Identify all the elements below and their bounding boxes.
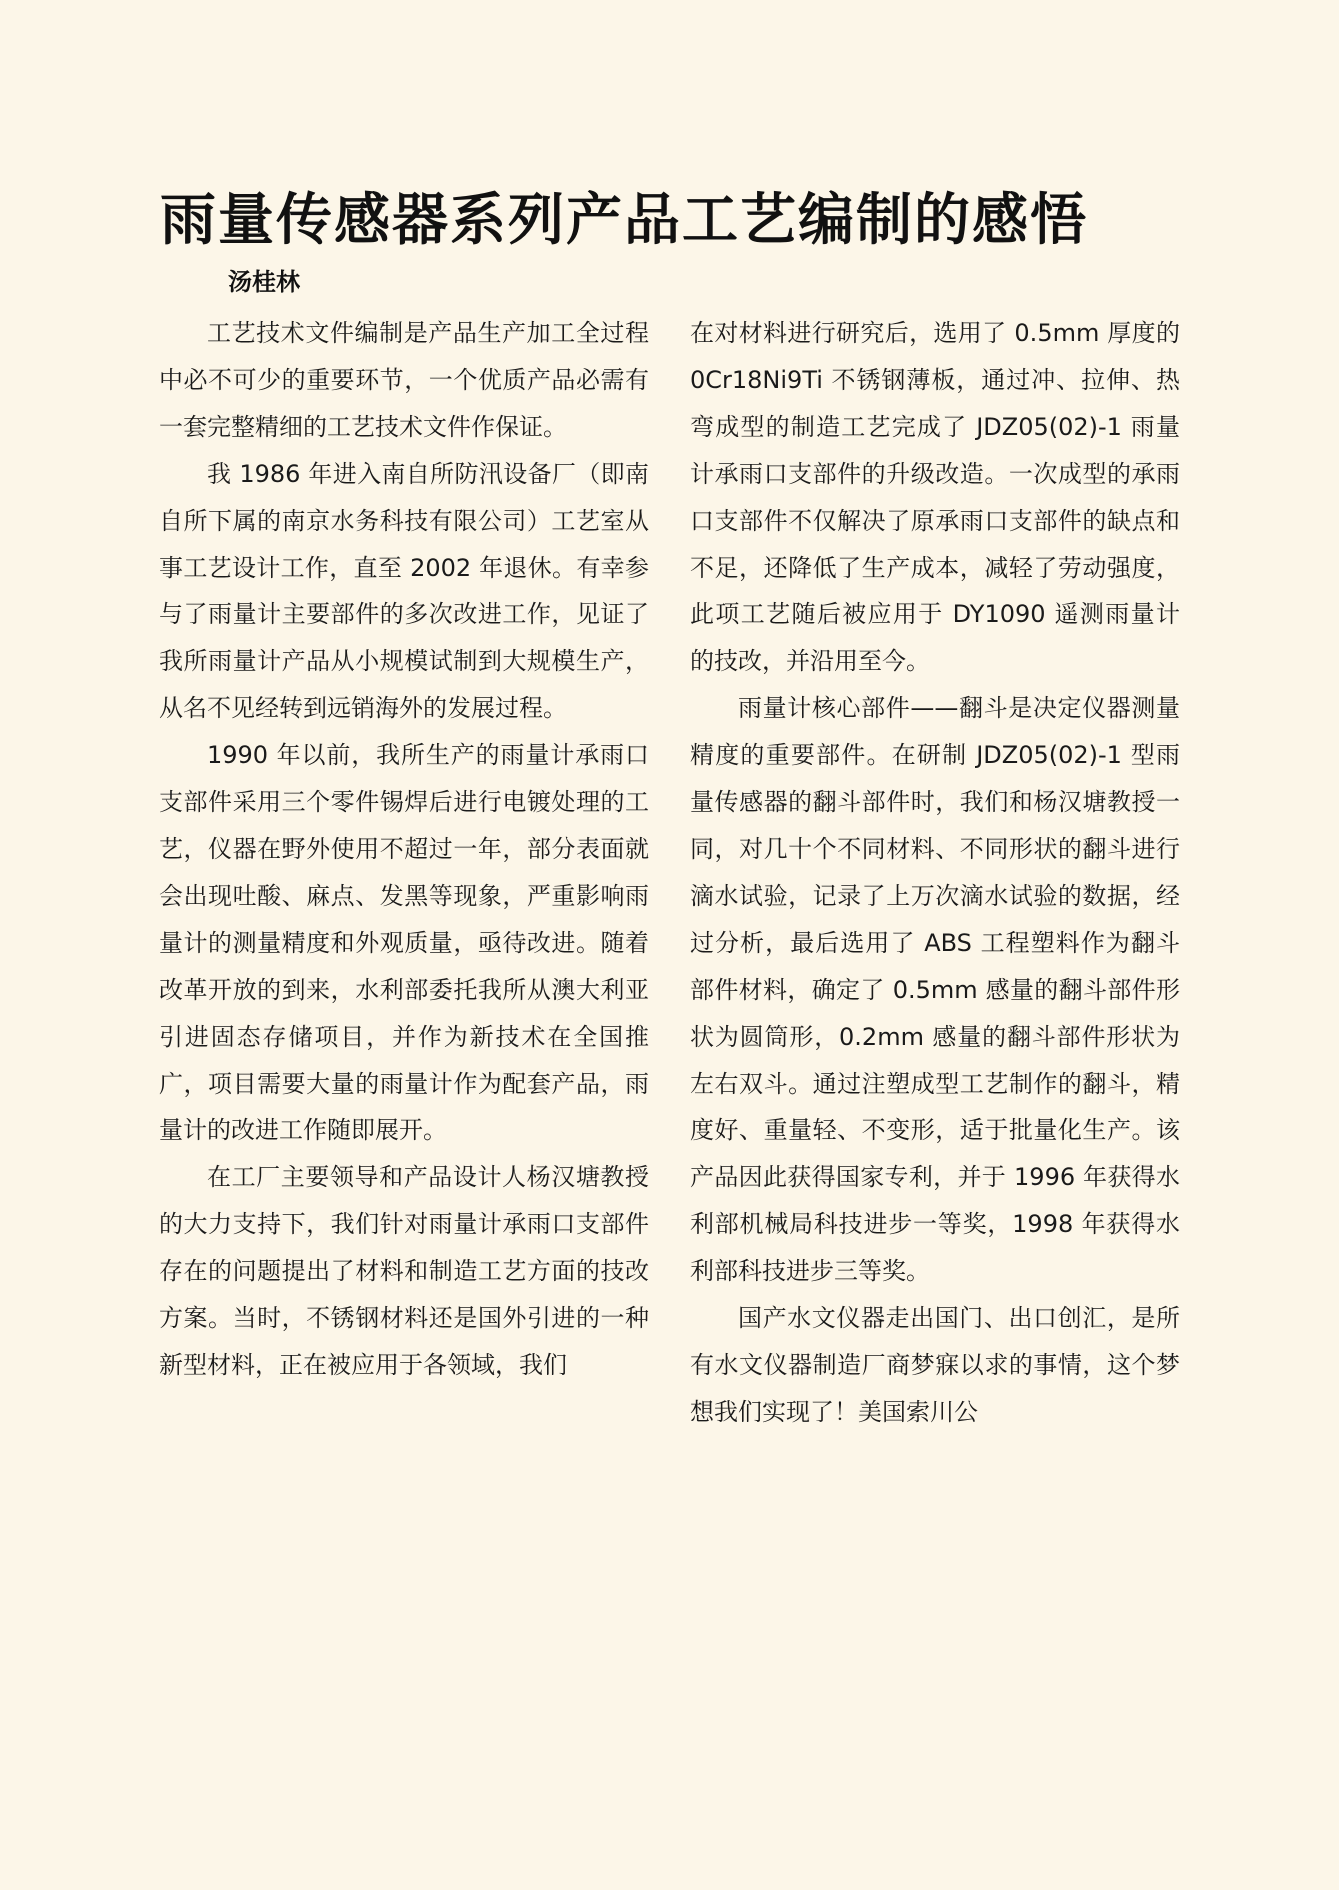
paragraph: 雨量计核心部件——翻斗是决定仪器测量精度的重要部件。在研制 JDZ05(02)-1 型雨量传感器的翻斗部件时，我们和杨汉塘教授一同，对几十个不同材料、不同形状的翻斗进行滴水试验，记录了上万次滴水试验的数据，经过分析，最后选用了 ABS 工程塑料作为翻斗部件材料，确定了 0.5mm 感量的翻斗部件形状为圆筒形，0.2mm 感量的翻斗部件形状为左右双斗。通过注塑成型工艺制作的翻斗，精度好、重量轻、不变形，适于批量化生产。该产品因此获得国家专利，并于 1996 年获得水利部机械局科技进步一等奖，1998 年获得水利部科技进步三等奖。	[690, 694, 1180, 1286]
right-column	[690, 310, 1180, 1436]
paragraph-continued: 在对材料进行研究后，选用了 0.5mm 厚度的 0Cr18Ni9Ti 不锈钢薄板，通过冲、拉伸、热弯成型的制造工艺完成了 JDZ05(02)-1 雨量计承雨口支部件的升级改造。一次成型的承雨口支部件不仅解决了原承雨口支部件的缺点和不足，还降低了生产成本，减轻了劳动强度，此项工艺随后被应用于 DY1090 遥测雨量计的技改，并沿用至今。	[690, 319, 1180, 676]
article-author: 汤桂林	[228, 267, 300, 296]
paragraph: 工艺技术文件编制是产品生产加工全过程中必不可少的重要环节，一个优质产品必需有一套完整精细的工艺技术文件作保证。	[159, 319, 649, 441]
left-column	[159, 310, 649, 1389]
paragraph: 1990 年以前，我所生产的雨量计承雨口支部件采用三个零件锡焊后进行电镀处理的工艺，仪器在野外使用不超过一年，部分表面就会出现吐酸、麻点、发黑等现象，严重影响雨量计的测量精度和外观质量，亟待改进。随着改革开放的到来，水利部委托我所从澳大利亚引进固态存储项目，并作为新技术在全国推广，项目需要大量的雨量计作为配套产品，雨量计的改进工作随即展开。	[159, 741, 649, 1145]
paragraph: 国产水文仪器走出国门、出口创汇，是所有水文仪器制造厂商梦寐以求的事情，这个梦想我们实现了！美国索川公	[690, 1304, 1180, 1426]
paragraph: 在工厂主要领导和产品设计人杨汉塘教授的大力支持下，我们针对雨量计承雨口支部件存在的问题提出了材料和制造工艺方面的技改方案。当时，不锈钢材料还是国外引进的一种新型材料，正在被应用于各领域，我们	[159, 1163, 649, 1379]
paragraph: 我 1986 年进入南自所防汛设备厂（即南自所下属的南京水务科技有限公司）工艺室从事工艺设计工作，直至 2002 年退休。有幸参与了雨量计主要部件的多次改进工作，见证了我所雨量计产品从小规模试制到大规模生产，从名不见经转到远销海外的发展过程。	[159, 459, 649, 723]
article-title: 雨量传感器系列产品工艺编制的感悟	[160, 187, 1088, 253]
